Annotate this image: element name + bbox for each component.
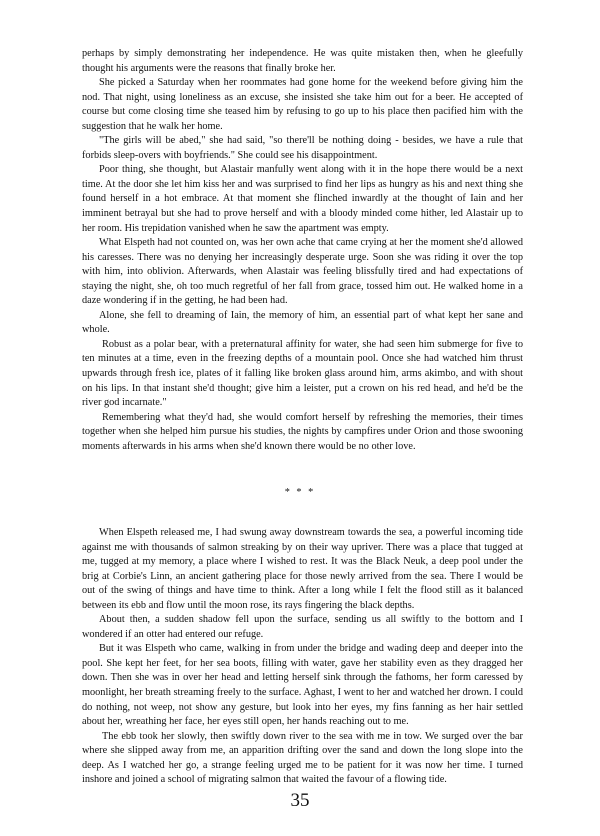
paragraph: Poor thing, she thought, but Alastair manfully went along with it in the hope there would be a next time. At the door she let him kiss her and was surprised to find her lips as hungry as his and next thing she found herself in a hot embrace. At that moment she flinched inwardly at the thought of Iain and her imminent betrayal but she had to prove herself and with a bloody minded come hither, led Alastair up to her room. His trepidation vanished when he saw the apartment was empty. — [82, 164, 523, 234]
paragraph: But it was Elspeth who came, walking in from under the bridge and wading deep and deeper into the pool. She kept her feet, for her sea boots, filling with water, gave her stability even as they dragged her down. Then she was in over her head and letting herself sink through the fathoms, her form caressed by moonlight, her breath streaming freely to the surface. Aghast, I went to her and watched her drown. I could do nothing, not weep, not show any gesture, but look into her eyes, my fins fanning as her hair settled about her, wreathing her face, her eyes still open, her hands reaching out to me. — [82, 643, 523, 728]
paragraph: "The girls will be abed," she had said, "so there'll be nothing doing - besides, we have a rule that forbids sleep-overs with boyfriends." She could see his disappointment. — [82, 135, 523, 161]
paragraph: perhaps by simply demonstrating her independence. He was quite mistaken then, when he gleefully thought his arguments were the reasons that finally broke her. — [82, 48, 523, 74]
paragraph: About then, a sudden shadow fell upon the surface, sending us all swiftly to the bottom and I wondered if an otter had entered our refuge. — [82, 614, 523, 640]
text-section-two — [82, 526, 523, 788]
paragraph: The ebb took her slowly, then swiftly down river to the sea with me in tow. We surged over the bar where she slipped away from me, an apparition drifting over the sand and down the long slope into the deep. As I watched her go, a strange feeling urged me to be patient for it was now her time. I turned inshore and joined a school of migrating salmon that waited the favour of a flowing tide. — [82, 730, 523, 786]
text-section-one — [82, 47, 523, 454]
section-separator: * * * — [284, 487, 316, 498]
paragraph: She picked a Saturday when her roommates had gone home for the weekend before giving him the nod. That night, using loneliness as an excuse, she insisted she take him out for a beer. He accepted of course but come closing time she teased him by refusing to go up to his place then pacified him with the suggestion that he walk her home. — [82, 77, 523, 132]
paragraph: Robust as a polar bear, with a preternatural affinity for water, she had seen him submerge for five to ten minutes at a time, even in the freezing depths of a mountain pool. Once she had watched him thrust upwards through fresh ice, plates of it falling like broken glass around him, arms akimbo, and with shout on his lips. In that instant she'd thought; give him a leister, put a crown on his red head, and he'd be the river god incarnate." — [82, 338, 523, 409]
paragraph: Alone, she fell to dreaming of Iain, the memory of him, an essential part of what kept her sane and whole. — [82, 309, 523, 336]
paragraph: When Elspeth released me, I had swung away downstream towards the sea, a powerful incoming tide against me with thousands of salmon streaking by on their way upriver. There was a place that tugged at me, tugged at my memory, a place where I wished to rest. It was the Black Neuk, a deep pool under the brig at Corbie's Linn, an ancient gathering place for those newly arrived from the sea. There I would be out of the swing of things and have time to think. After a long while I felt the flood still as it balanced between its ebb and flow until the moon rose, its rays fingering the black depths. — [82, 527, 523, 611]
paragraph: What Elspeth had not counted on, was her own ache that came crying at her the moment she'd allowed his caresses. There was no denying her increasingly desperate urge. Soon she was riding it over the top with him, into oblivion. Afterwards, when Alastair was feeling blissfully tired and had expectations of staying the night, she, oh too much regretful of her fall from grace, tossed him out. He walked home in a daze wondering if in the getting, he had been had. — [82, 237, 523, 307]
page-number: 35 — [290, 790, 310, 811]
paragraph: Remembering what they'd had, she would comfort herself by refreshing the memories, their times together when she helped him pursue his studies, the nights by campfires under Orion and those swooning moments afterwards in his arms when she'd known there would be no other love. — [82, 411, 523, 452]
